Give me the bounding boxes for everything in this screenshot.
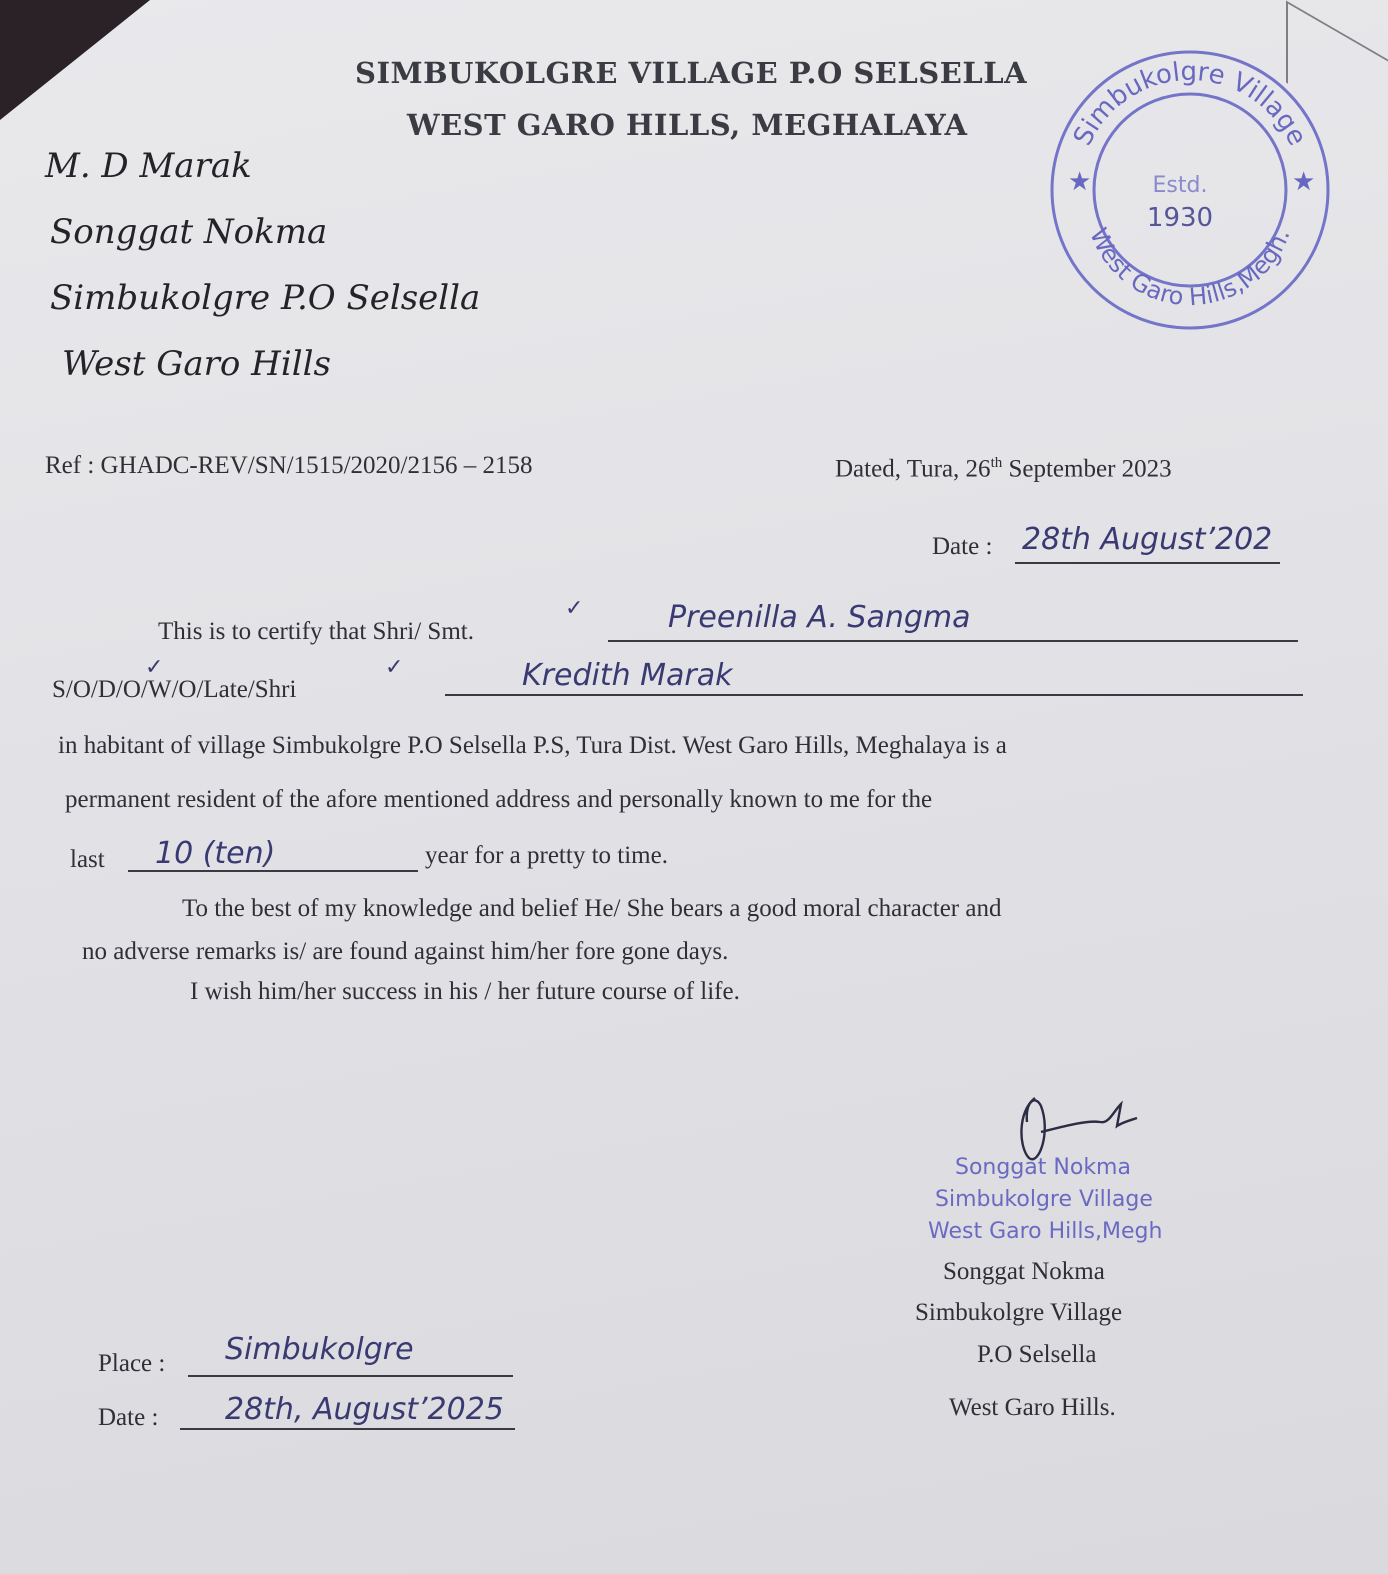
village-seal xyxy=(1040,40,1340,340)
signatory-line3: P.O Selsella xyxy=(977,1341,1097,1368)
seal-estd-year: 1930 xyxy=(1146,203,1214,233)
reference-date: Dated, Tura, 26th September 2023 xyxy=(835,455,1172,483)
signatory-line2: Simbukolgre Village xyxy=(915,1299,1123,1326)
certify-prefix: This is to certify that Shri/ Smt. xyxy=(158,618,474,645)
date-top-line xyxy=(1015,562,1280,564)
seal-top-text: Simbukolgre Village xyxy=(1067,56,1313,151)
para3: I wish him/her success in his / her future course of life. xyxy=(190,978,740,1005)
years-value: 10 (ten) xyxy=(155,836,276,871)
checkmark-icon: ✓ xyxy=(145,655,164,680)
signatory-line1: Songgat Nokma xyxy=(943,1258,1105,1285)
place-value: Simbukolgre xyxy=(225,1332,414,1367)
sig-stamp-line1: Songgat Nokma xyxy=(955,1155,1131,1180)
date-bottom-value: 28th, August’2025 xyxy=(225,1392,504,1427)
seal-bottom-text: West Garo Hills,Megh. xyxy=(1084,223,1296,312)
place-label: Place : xyxy=(98,1350,166,1377)
letterhead-address: Simbukolgre P.O Selsella xyxy=(50,278,481,318)
years-suffix: year for a pretty to time. xyxy=(425,842,668,869)
header-line2: WEST GARO HILLS, MEGHALAYA xyxy=(407,108,968,142)
checkmark-icon: ✓ xyxy=(565,596,584,621)
name-line xyxy=(608,640,1298,642)
sig-stamp-line3: West Garo Hills,Megh xyxy=(928,1219,1163,1244)
date-top-label: Date : xyxy=(932,533,993,560)
date-bottom-line xyxy=(180,1428,515,1430)
seal-star-right-icon: ★ xyxy=(1292,167,1316,197)
body-line3: in habitant of village Simbukolgre P.O Selsella P.S, Tura Dist. West Garo Hills, Meghalaya is a xyxy=(58,732,1007,759)
date-top-value: 28th August’202 xyxy=(1022,522,1273,557)
letterhead-name: M. D Marak xyxy=(45,146,252,186)
relation-prefix: S/O/D/O/W/O/Late/Shri xyxy=(52,676,297,703)
holder-name: Preenilla A. Sangma xyxy=(668,600,971,635)
para2-line2: no adverse remarks is/ are found against him/her fore gone days. xyxy=(82,938,729,965)
header-line1: SIMBUKOLGRE VILLAGE P.O SELSELLA xyxy=(355,56,1028,90)
letterhead-title: Songgat Nokma xyxy=(50,212,328,252)
body-line4: permanent resident of the afore mentioned address and personally known to me for the xyxy=(65,786,933,813)
date-bottom-label: Date : xyxy=(98,1404,159,1431)
seal-star-left-icon: ★ xyxy=(1068,167,1092,197)
parent-line xyxy=(445,694,1303,696)
signatory-line4: West Garo Hills. xyxy=(949,1394,1116,1421)
years-prefix: last xyxy=(70,846,105,873)
place-line xyxy=(188,1375,513,1377)
letterhead-district: West Garo Hills xyxy=(62,344,331,384)
parent-name: Kredith Marak xyxy=(522,658,733,693)
checkmark-icon: ✓ xyxy=(385,655,404,680)
para2-line1: To the best of my knowledge and belief He/ She bears a good moral character and xyxy=(182,895,1002,922)
seal-estd-label: Estd. xyxy=(1152,173,1208,198)
reference-number: Ref : GHADC-REV/SN/1515/2020/2156 – 2158 xyxy=(45,452,533,479)
sig-stamp-line2: Simbukolgre Village xyxy=(935,1187,1153,1212)
